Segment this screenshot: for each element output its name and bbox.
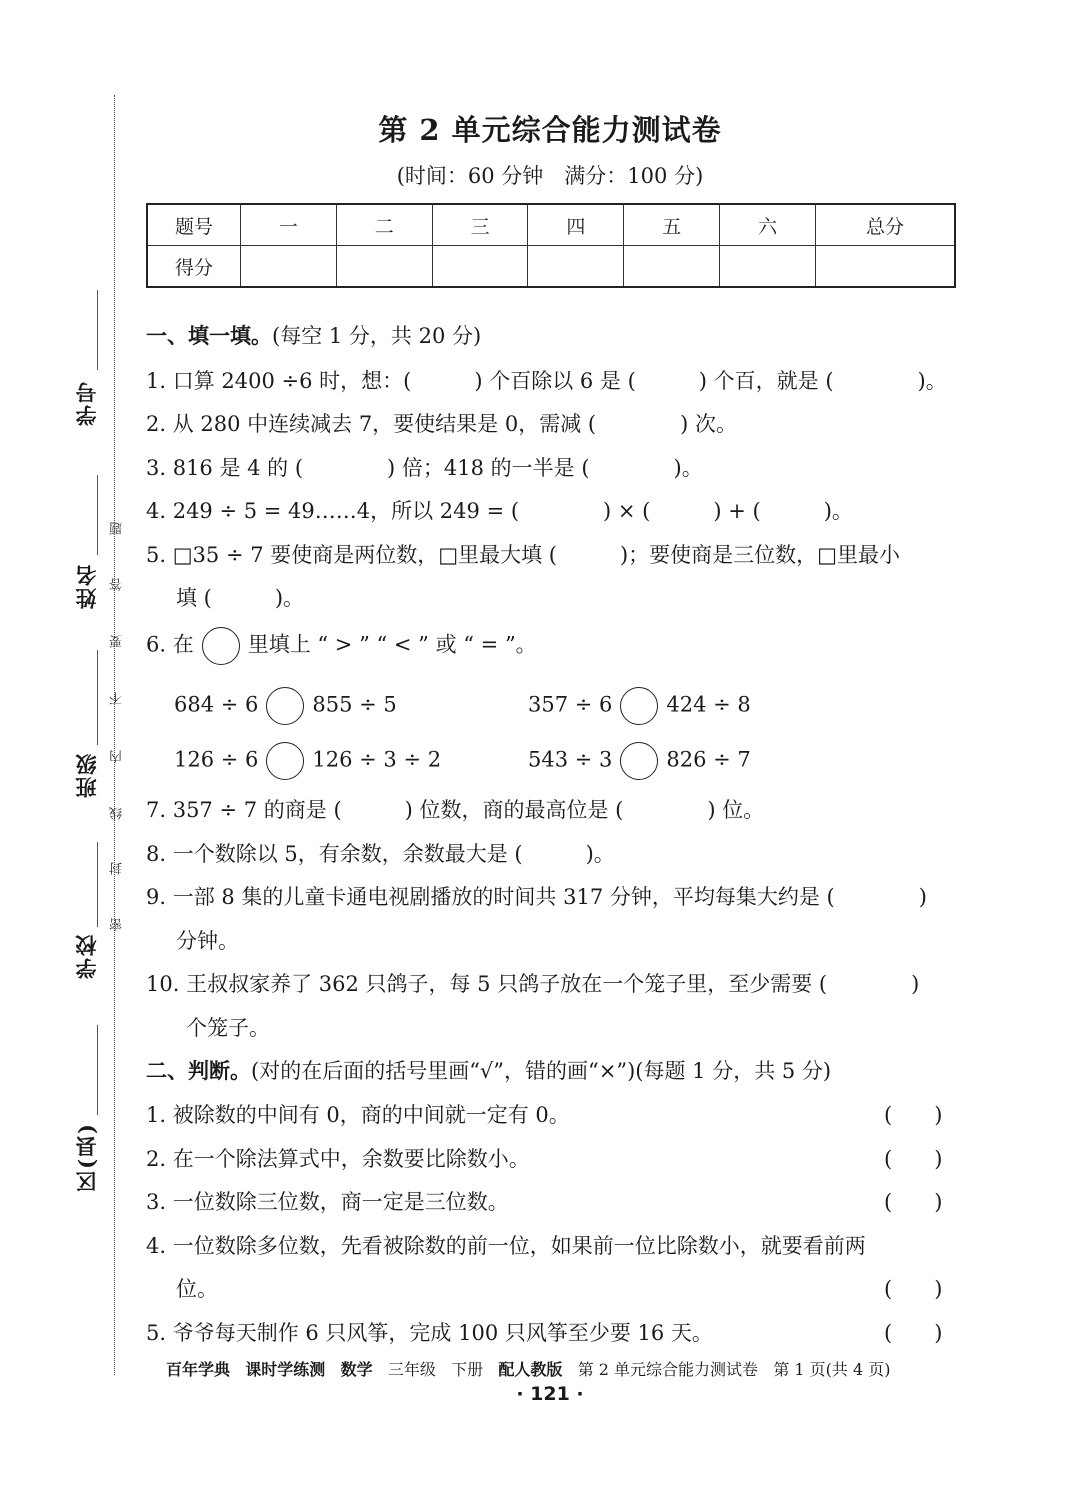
score-input-cell[interactable] [336,246,432,288]
question-continuation: 位。 [176,1277,218,1301]
expression-left: 126 ÷ 6 [174,747,259,772]
question: 10. 王叔叔家养了 362 只鸽子，每 5 只鸽子放在一个笼子里，至少需要 ( ) [146,972,920,996]
compare-circle[interactable] [266,742,304,780]
seal-char: 不 [110,692,125,705]
question: 3. 一位数除三位数，商一定是三位数。 [146,1190,509,1214]
label-name: 姓名 [74,563,99,609]
section-note: (每空 1 分，共 20 分) [272,324,482,348]
footer-page-info: 第 1 页(共 4 页) [773,1360,891,1379]
table-row [147,246,955,288]
comparison-item [528,687,751,725]
question: 3. 816 是 4 的 ( ) 倍；418 的一半是 ( )。 [146,456,703,480]
score-table [146,203,956,288]
expression-left: 684 ÷ 6 [174,692,259,717]
expression-right: 126 ÷ 3 ÷ 2 [312,747,442,772]
table-cell: 六 [720,204,816,246]
question: 7. 357 ÷ 7 的商是 ( ) 位数，商的最高位是 ( ) 位。 [146,798,765,822]
seal-char: 题 [110,522,125,535]
page-number: · 121 · [516,1383,584,1405]
table-cell: 总分 [816,204,956,246]
label-student-id: 学号 [74,380,99,426]
comparison-item [174,742,441,780]
question: 2. 从 280 中连续减去 7，要使结果是 0，需减 ( ) 次。 [146,412,737,436]
question: 2. 在一个除法算式中，余数要比除数小。 [146,1147,530,1171]
table-cell: 三 [432,204,528,246]
label-school: 学校 [74,933,99,979]
score-input-cell[interactable] [720,246,816,288]
answer-parentheses[interactable]: ( ) [884,1321,943,1345]
page-subtitle: (时间：60 分钟 满分：100 分) [396,164,704,188]
circle-icon [202,627,240,665]
table-cell: 五 [624,204,720,246]
binding-blank-line [97,290,98,370]
score-input-cell[interactable] [624,246,720,288]
question: 8. 一个数除以 5，有余数，余数最大是 ( )。 [146,842,615,866]
page-footer [166,1357,891,1380]
seal-char: 内 [110,750,125,763]
question: 9. 一部 8 集的儿童卡通电视剧播放的时间共 317 分钟，平均每集大约是 ( ) [146,885,927,909]
seal-char: 线 [110,807,125,820]
footer-brand: 百年学典 [166,1360,231,1379]
binding-blank-line [97,842,98,927]
label-class: 班级 [74,752,99,798]
question: 5. 爷爷每天制作 6 只风筝，完成 100 只风筝至少要 16 天。 [146,1321,713,1345]
question: 4. 一位数除多位数，先看被除数的前一位，如果前一位比除数小，就要看前两 [146,1234,866,1258]
comparison-item [174,687,397,725]
question [146,627,537,665]
expression-right: 855 ÷ 5 [312,692,397,717]
binding-blank-line [97,475,98,555]
seal-char: 密 [110,918,125,931]
footer-series: 课时学练测 [245,1360,326,1379]
answer-parentheses[interactable]: ( ) [884,1190,943,1214]
seal-char: 封 [110,862,125,875]
question-continuation: 填 ( )。 [176,586,305,610]
expression-right: 826 ÷ 7 [666,747,751,772]
score-input-cell[interactable] [241,246,337,288]
answer-parentheses[interactable]: ( ) [884,1103,943,1127]
table-cell: 四 [528,204,624,246]
compare-circle[interactable] [620,687,658,725]
seal-char: 要 [110,635,125,648]
question: 4. 249 ÷ 5 = 49……4，所以 249 = ( ) × ( ) + ( )。 [146,499,853,523]
table-cell: 一 [241,204,337,246]
footer-grade: 三年级 [387,1360,436,1379]
answer-parentheses[interactable]: ( ) [884,1277,943,1301]
expression-right: 424 ÷ 8 [666,692,751,717]
binding-cut-line [114,95,115,1375]
binding-blank-line [97,650,98,745]
table-row [147,204,955,246]
question-continuation: 个笼子。 [186,1016,270,1040]
footer-edition: 配人教版 [498,1360,563,1379]
footer-subject: 数学 [340,1360,373,1379]
footer-volume: 下册 [451,1360,484,1379]
table-cell: 得分 [147,246,241,288]
table-cell: 二 [336,204,432,246]
label-district: 区(县) [74,1122,99,1192]
question-text: 里填上 “ > ” “ < ” 或 “ = ”。 [247,632,537,657]
compare-circle[interactable] [266,687,304,725]
question: 1. 口算 2400 ÷6 时，想：( ) 个百除以 6 是 ( ) 个百，就是 ( )。 [146,369,947,393]
section-heading [146,1055,831,1085]
compare-circle[interactable] [620,742,658,780]
expression-left: 357 ÷ 6 [528,692,613,717]
section-note: (对的在后面的括号里画“√”，错的画“×”)(每题 1 分，共 5 分) [251,1059,832,1083]
score-input-cell[interactable] [528,246,624,288]
question-text: 6. 在 [146,632,194,657]
section-title: 二、判断。 [146,1058,251,1083]
score-input-cell[interactable] [816,246,956,288]
page-title: 第 2 单元综合能力测试卷 [378,113,722,147]
table-cell: 题号 [147,204,241,246]
binding-blank-line [97,1025,98,1115]
question-continuation: 分钟。 [176,929,239,953]
section-title: 一、填一填。 [146,323,272,348]
score-input-cell[interactable] [432,246,528,288]
question: 5. □35 ÷ 7 要使商是两位数，□里最大填 ( )；要使商是三位数，□里最小 [146,543,900,567]
expression-left: 543 ÷ 3 [528,747,613,772]
answer-parentheses[interactable]: ( ) [884,1147,943,1171]
comparison-item [528,742,751,780]
section-heading [146,320,481,350]
seal-char: 答 [110,578,125,591]
question: 1. 被除数的中间有 0，商的中间就一定有 0。 [146,1103,570,1127]
footer-test-name: 第 2 单元综合能力测试卷 [577,1360,759,1379]
